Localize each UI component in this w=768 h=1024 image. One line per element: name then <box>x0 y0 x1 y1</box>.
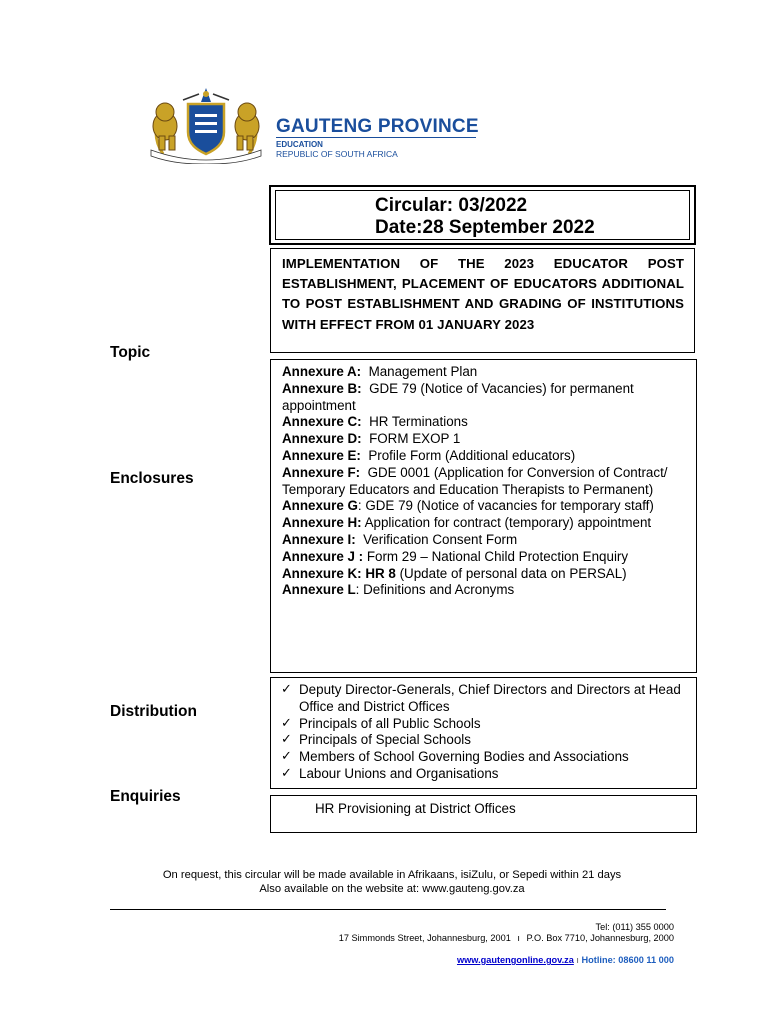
distribution-box <box>270 677 697 789</box>
annexure-description: Verification Consent Form <box>355 531 518 547</box>
annexure-description: FORM EXOP 1 <box>361 431 461 447</box>
checkmark-icon: ✓ <box>281 732 292 748</box>
distribution-item-text: Members of School Governing Bodies and Associations <box>299 749 629 765</box>
annexure-description: Form 29 – National Child Protection Enquiry <box>363 548 629 564</box>
annexure-form-code: HR 8 <box>365 565 396 581</box>
circular-number: Circular: 03/2022 <box>375 195 528 216</box>
annexure-label: Annexure K: <box>282 565 362 581</box>
annexure-description: HR Terminations <box>361 414 468 430</box>
address-separator: ı <box>517 933 520 943</box>
footer-telephone: Tel: (011) 355 0000 <box>595 922 674 932</box>
distribution-item <box>281 716 690 733</box>
annexure-label: Annexure E: <box>282 447 361 463</box>
distribution-label: Distribution <box>110 703 197 720</box>
topic-text: IMPLEMENTATION OF THE 2023 EDUCATOR POST ESTABLISHMENT, PLACEMENT OF EDUCATORS ADDITIONAL TO POST ESTABLISHMENT AND GRADING OF INSTITUTIONS WITH EFFECT FROM 01 JANUARY 2023 <box>282 256 684 332</box>
language-availability-note: On request, this circular will be made available in Afrikaans, isiZulu, or Sepedi within 21 days <box>162 869 622 881</box>
annexure-description: : Definitions and Acronyms <box>355 582 515 598</box>
title-divider <box>276 137 476 138</box>
country-name: REPUBLIC OF SOUTH AFRICA <box>276 149 398 159</box>
annexure-label: Annexure C: <box>282 414 362 430</box>
distribution-item <box>281 682 690 716</box>
annexure-item <box>282 431 688 448</box>
annexure-item <box>282 414 688 431</box>
checkmark-icon: ✓ <box>281 682 292 697</box>
annexure-item <box>282 582 688 599</box>
enquiries-label: Enquiries <box>110 788 181 805</box>
hotline-number: Hotline: 08600 11 000 <box>581 955 674 965</box>
annexure-label: Annexure J : <box>282 548 364 564</box>
department-name: EDUCATION <box>276 140 323 149</box>
annexure-label: Annexure A: <box>282 364 362 379</box>
distribution-item-text: Principals of Special Schools <box>299 732 471 748</box>
annexure-description: GDE 79 (Notice of Vacancies) for permanent appointment <box>282 380 638 413</box>
topic-box <box>270 248 695 353</box>
enclosures-label: Enclosures <box>110 470 194 487</box>
website-availability-note: Also available on the website at: www.gauteng.gov.za <box>259 883 525 895</box>
footer-divider <box>110 909 666 910</box>
link-separator: ı <box>576 955 579 965</box>
distribution-item <box>281 749 690 766</box>
distribution-item <box>281 766 690 783</box>
annexure-item <box>282 498 688 515</box>
checkmark-icon: ✓ <box>281 749 292 765</box>
circular-date: Date:28 September 2022 <box>375 217 595 238</box>
po-box-address: P.O. Box 7710, Johannesburg, 2000 <box>526 933 674 943</box>
annexure-description: GDE 0001 (Application for Conversion of Contract/ Temporary Educators and Education Therapists to Permanent) <box>282 464 671 497</box>
enclosures-box <box>270 359 697 673</box>
annexure-description-continued: (Update of personal data on PERSAL) <box>395 565 627 581</box>
annexure-item <box>282 549 688 566</box>
annexure-item <box>282 364 688 381</box>
website-link[interactable]: www.gautengonline.gov.za <box>456 955 574 965</box>
annexure-label: Annexure B: <box>282 380 362 396</box>
distribution-item <box>281 732 690 749</box>
annexure-item <box>282 532 688 549</box>
checkmark-icon: ✓ <box>281 765 292 781</box>
annexure-item <box>282 566 688 583</box>
annexure-label: Annexure G <box>282 498 358 514</box>
annexure-item <box>282 515 688 532</box>
annexure-description: Application for contract (temporary) appointment <box>361 515 652 531</box>
annexure-item <box>282 448 688 465</box>
annexure-list <box>282 364 688 599</box>
distribution-item-text: Labour Unions and Organisations <box>299 765 499 781</box>
annexure-description: Management Plan <box>361 364 478 379</box>
distribution-list <box>281 682 690 783</box>
distribution-item-text: Principals of all Public Schools <box>299 715 481 731</box>
annexure-item <box>282 465 688 499</box>
annexure-description: Profile Form (Additional educators) <box>360 447 576 463</box>
annexure-label: Annexure D: <box>282 431 362 447</box>
annexure-item <box>282 381 688 415</box>
annexure-label: Annexure F: <box>282 464 361 480</box>
footer-links <box>457 955 674 965</box>
annexure-label: Annexure I: <box>282 531 356 547</box>
distribution-item-text: Deputy Director-Generals, Chief Directors and Directors at Head Office and District Offices <box>299 682 681 714</box>
checkmark-icon: ✓ <box>281 715 292 731</box>
circular-header-box <box>269 185 696 245</box>
province-title: GAUTENG PROVINCE <box>276 116 479 137</box>
topic-label: Topic <box>110 344 151 361</box>
coat-of-arms-logo <box>143 84 269 164</box>
annexure-label: Annexure H: <box>282 515 362 531</box>
footer-address-line <box>339 933 674 943</box>
annexure-description: : GDE 79 (Notice of vacancies for temporary staff) <box>357 498 654 514</box>
enquiries-box <box>270 795 697 833</box>
street-address: 17 Simmonds Street, Johannesburg, 2001 <box>338 933 511 943</box>
enquiries-text: HR Provisioning at District Offices <box>315 801 516 816</box>
annexure-label: Annexure L <box>282 582 356 598</box>
